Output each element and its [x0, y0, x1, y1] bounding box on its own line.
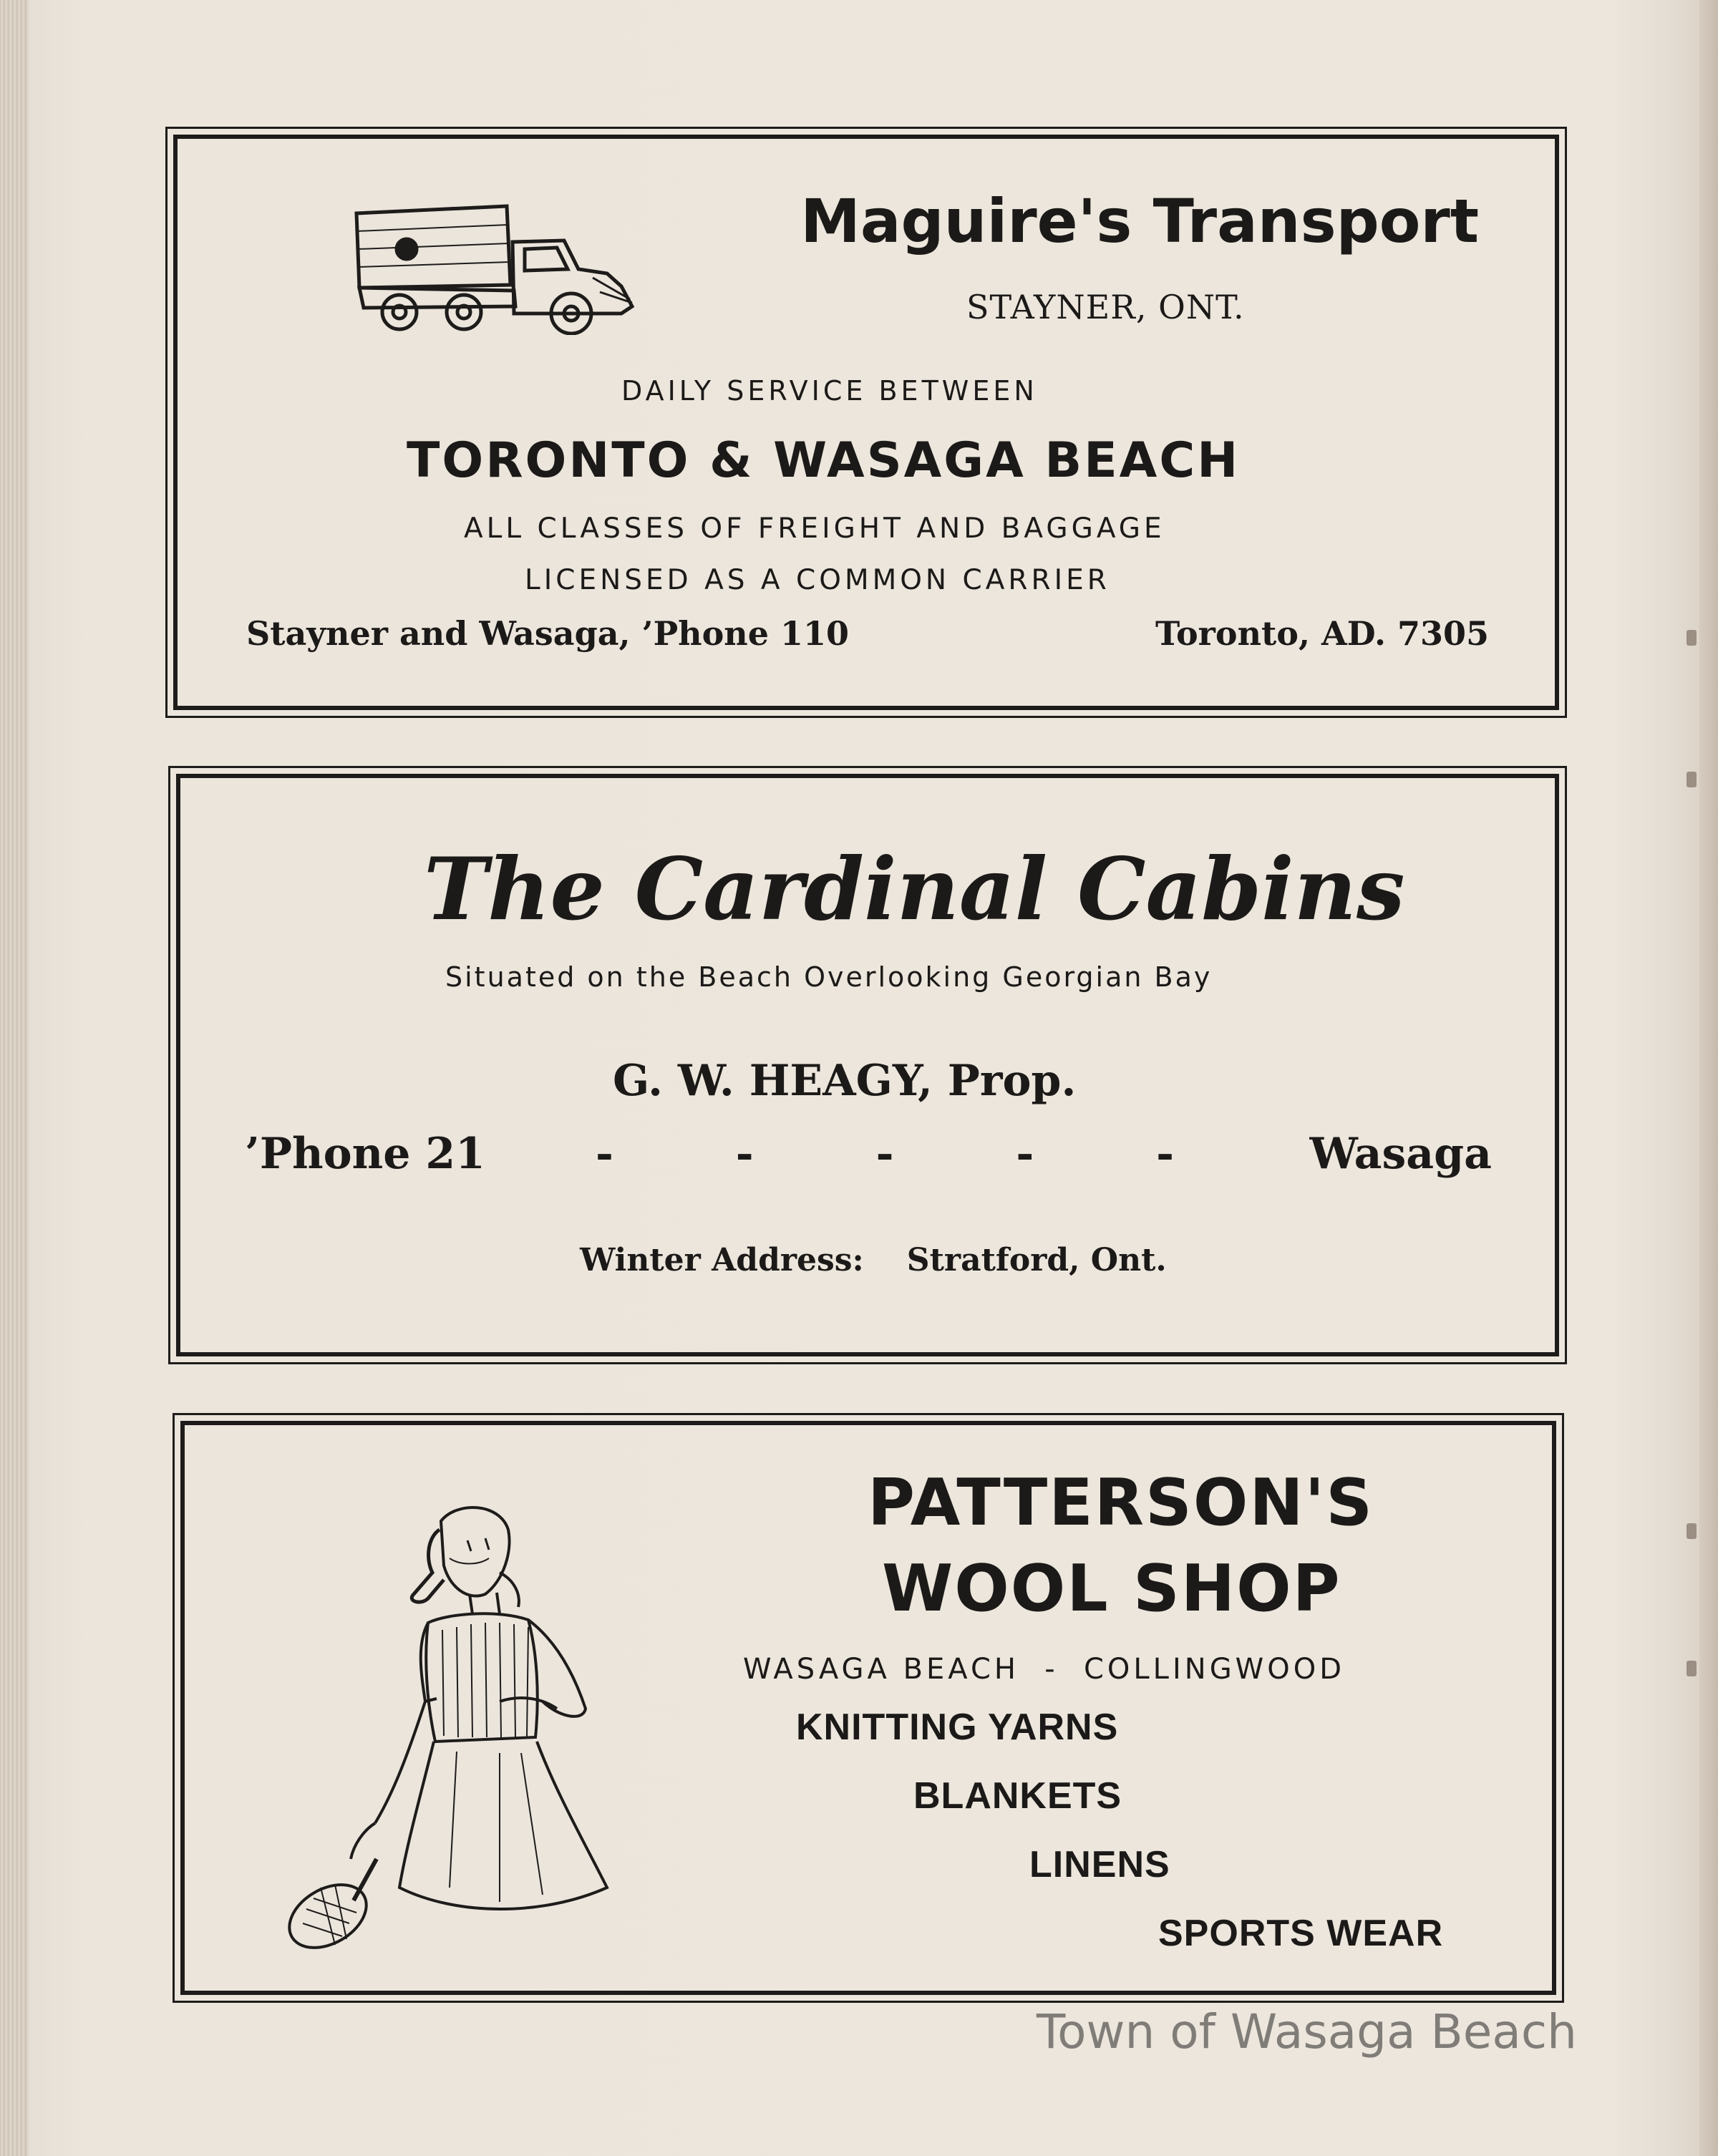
phone: ’Phone 21: [245, 1129, 485, 1179]
staple-mark: [1687, 1661, 1697, 1676]
ad-title: Maguire's Transport: [800, 186, 1479, 256]
product-item: BLANKETS: [913, 1775, 1122, 1817]
truck-icon: [349, 199, 650, 335]
ad-pattersons-wool-shop: [180, 1421, 1556, 1995]
place: Wasaga: [1309, 1129, 1492, 1179]
watermark: Town of Wasaga Beach: [1037, 2004, 1577, 2059]
ad-location: STAYNER, ONT.: [966, 288, 1245, 326]
page-edge-left: [0, 0, 29, 2156]
winter-address: [580, 1242, 1167, 1278]
product-item: KNITTING YARNS: [796, 1706, 1119, 1748]
location-collingwood: COLLINGWOOD: [1083, 1653, 1346, 1686]
ad-title-line2: WOOL SHOP: [882, 1551, 1341, 1626]
staple-mark: [1687, 630, 1697, 646]
page-edge-right: [1699, 0, 1718, 2156]
phone-toronto: Toronto, AD. 7305: [1155, 614, 1489, 653]
product-item: SPORTS WEAR: [1158, 1913, 1444, 1954]
license-line: LICENSED AS A COMMON CARRIER: [525, 564, 1110, 596]
phone-stayner: Stayner and Wasaga, ’Phone 110: [246, 614, 850, 653]
location-wasaga: WASAGA BEACH: [743, 1653, 1019, 1686]
winter-address-value: Stratford, Ont.: [906, 1242, 1167, 1278]
ad-title: The Cardinal Cabins: [424, 839, 1405, 940]
dash-separator: - - - - -: [596, 1129, 1175, 1179]
winter-address-label: Winter Address:: [580, 1242, 864, 1278]
staple-mark: [1687, 1523, 1697, 1539]
staple-mark: [1687, 772, 1697, 787]
freight-line: ALL CLASSES OF FREIGHT AND BAGGAGE: [464, 513, 1165, 545]
location-separator: -: [1044, 1653, 1059, 1686]
product-item: LINENS: [1029, 1844, 1170, 1885]
ad-title-line1: PATTERSON'S: [868, 1465, 1374, 1540]
tennis-woman-icon: [285, 1487, 714, 1973]
ad-subtitle: Situated on the Beach Overlooking Georgian Bay: [445, 961, 1213, 993]
service-line: DAILY SERVICE BETWEEN: [621, 375, 1038, 407]
ad-locations: [743, 1653, 1345, 1686]
route-line: TORONTO & WASAGA BEACH: [407, 432, 1241, 489]
ad-maguires-transport: [173, 135, 1559, 710]
proprietor: G. W. HEAGY, Prop.: [613, 1056, 1077, 1106]
ad-cardinal-cabins: [176, 774, 1559, 1356]
